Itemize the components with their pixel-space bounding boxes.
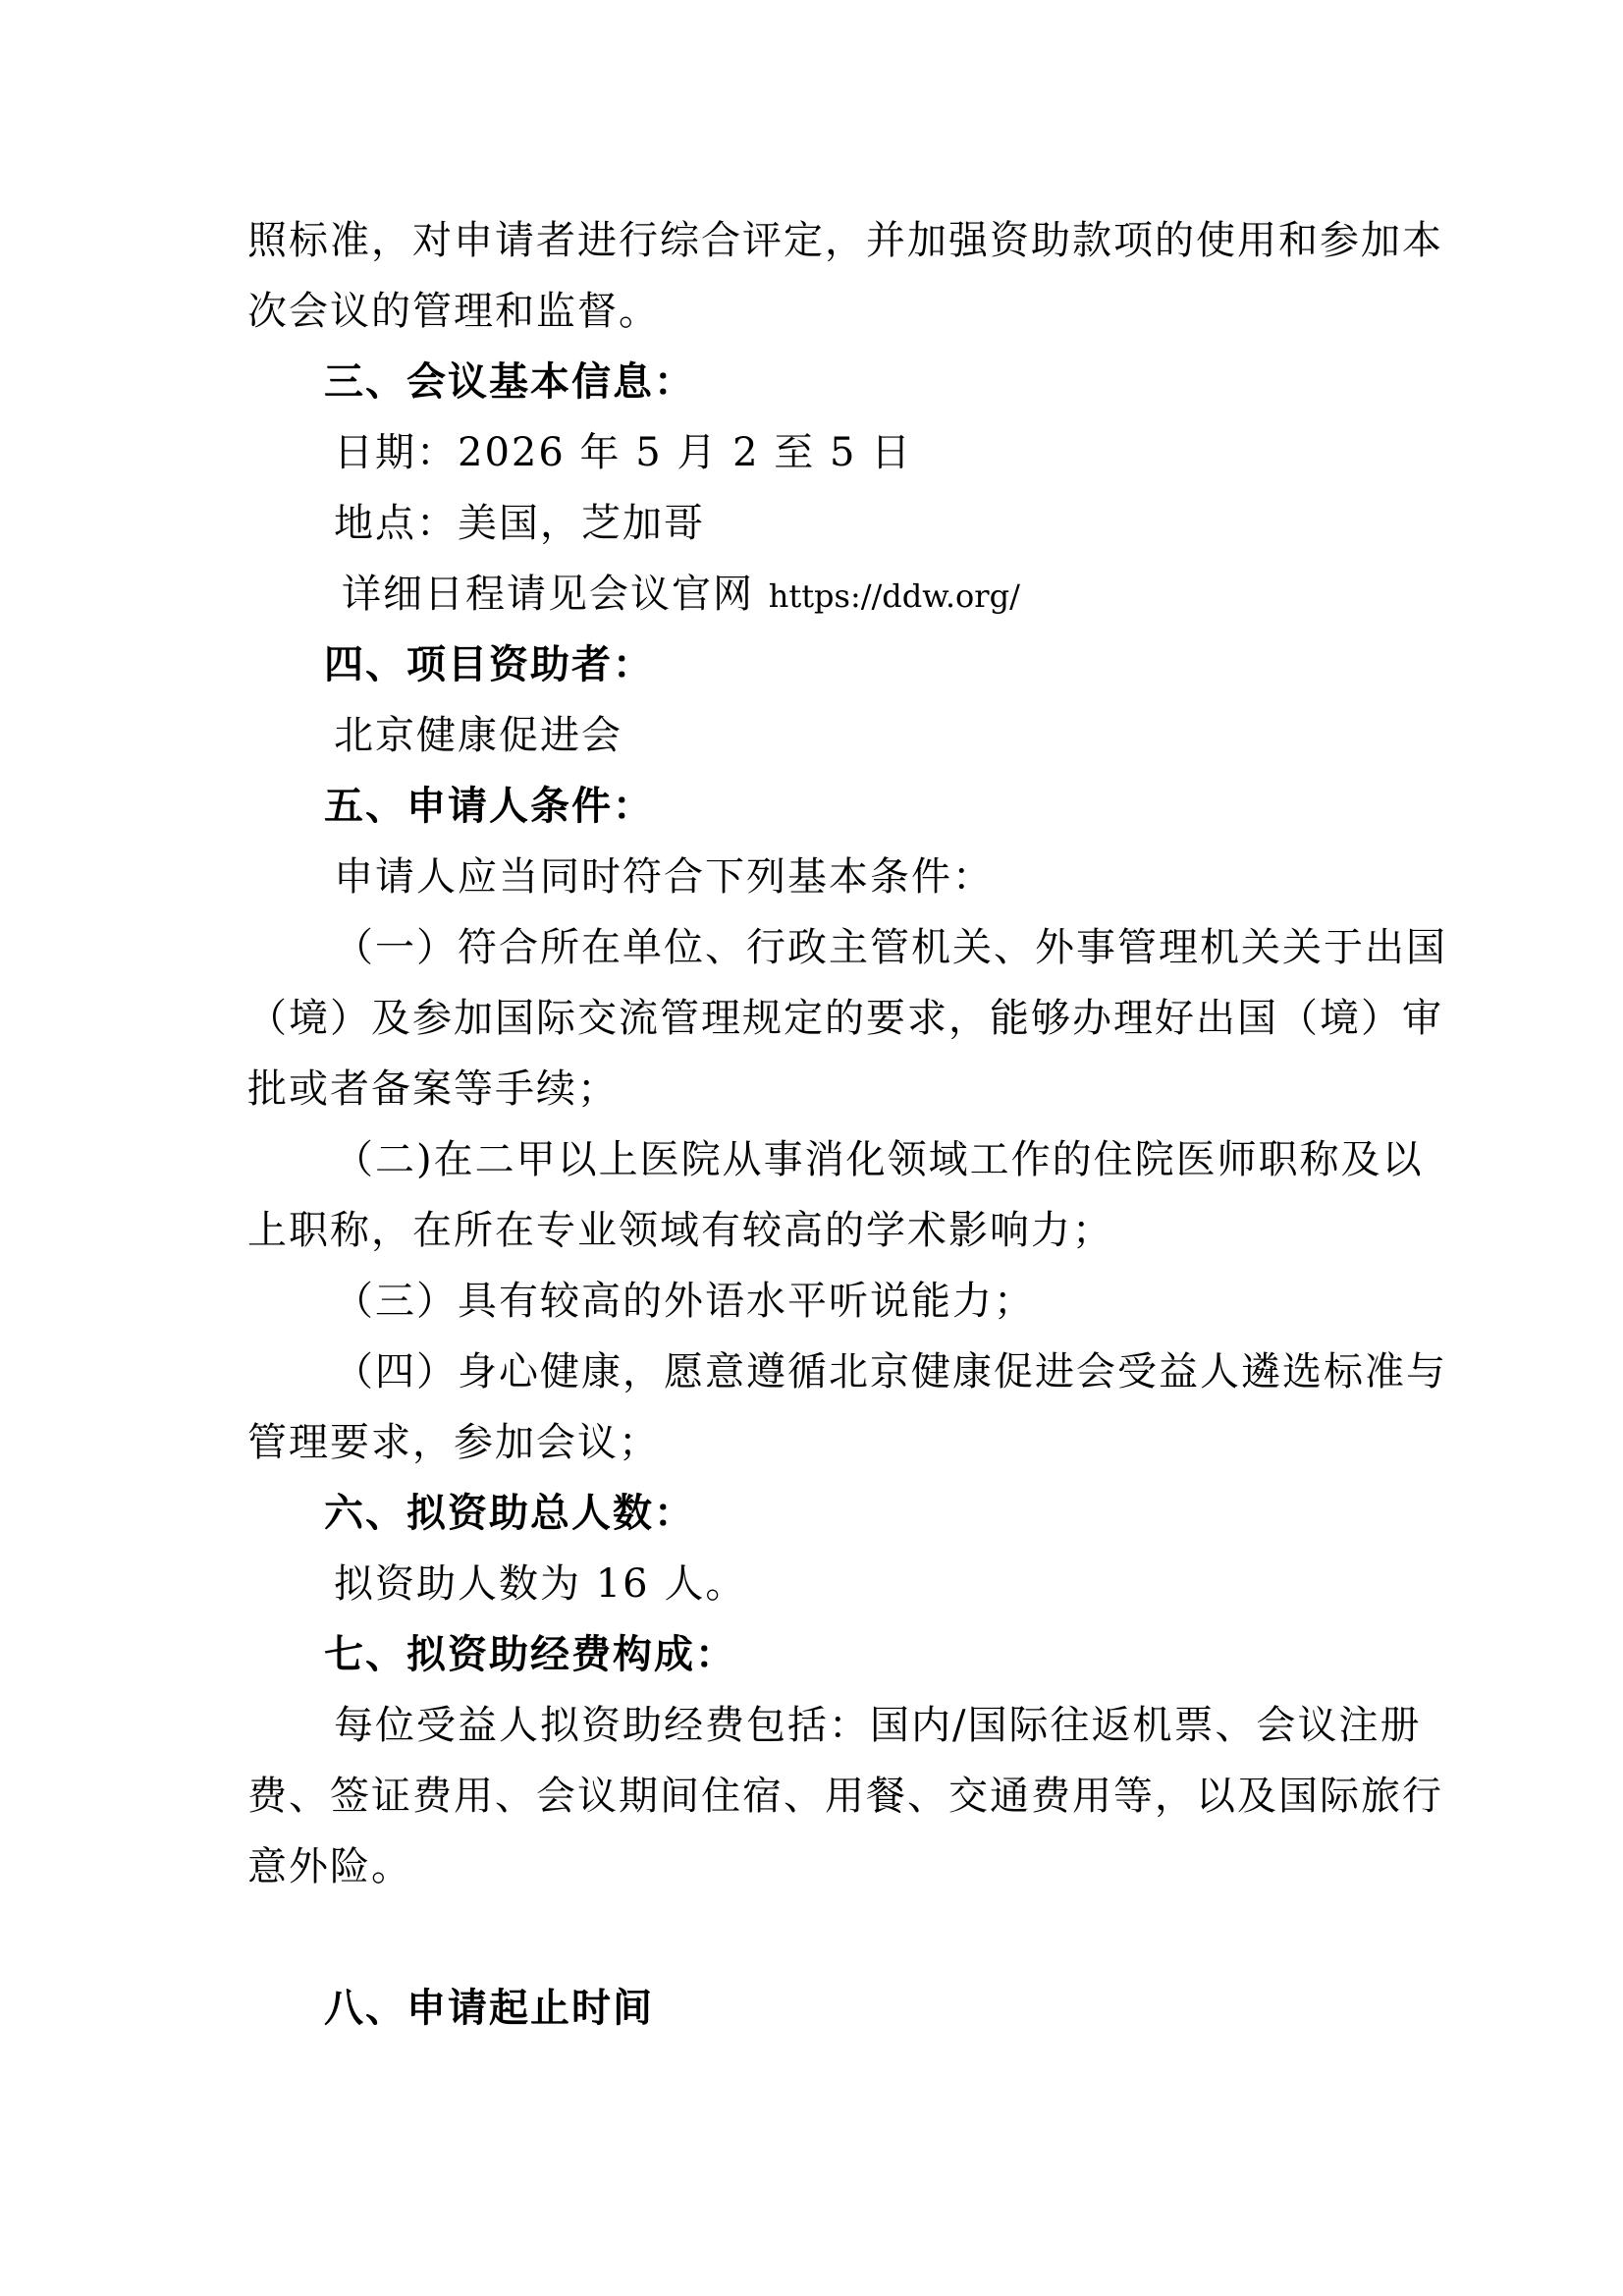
funding-line: 费、签证费用、会议期间住宿、用餐、交通费用等，以及国际旅行 <box>247 1774 1443 1819</box>
sponsor-name: 北京健康促进会 <box>334 713 622 758</box>
condition-1-line: （境）及参加国际交流管理规定的要求，能够办理好出国（境）审 <box>247 996 1443 1041</box>
meeting-date: 日期：2026 年 5 月 2 至 5 日 <box>334 430 913 475</box>
section-heading-application-period: 八、申请起止时间 <box>324 1986 654 2031</box>
condition-1-line: （一）符合所在单位、行政主管机关、外事管理机关关于出国 <box>334 925 1447 970</box>
sponsored-count: 拟资助人数为 16 人。 <box>334 1561 747 1607</box>
condition-2-line: （二)在二甲以上医院从事消化领域工作的住院医师职称及以 <box>334 1137 1424 1182</box>
meeting-location: 地点：美国，芝加哥 <box>334 501 705 546</box>
funding-line: 每位受益人拟资助经费包括：国内/国际往返机票、会议注册 <box>334 1703 1422 1748</box>
meeting-schedule <box>342 570 1416 621</box>
section-heading-applicant-conditions: 五、申请人条件： <box>324 784 654 829</box>
condition-4-line: （四）身心健康，愿意遵循北京健康促进会受益人遴选标准与 <box>334 1349 1447 1394</box>
condition-2-line: 上职称，在所在专业领域有较高的学术影响力； <box>247 1208 1113 1253</box>
condition-1-line: 批或者备案等手续； <box>247 1066 619 1112</box>
meeting-website-link[interactable]: https://ddw.org/ <box>768 577 1020 615</box>
section-heading-funding: 七、拟资助经费构成： <box>324 1632 736 1677</box>
conditions-intro: 申请人应当同时符合下列基本条件： <box>334 854 994 900</box>
section-heading-sponsored-count: 六、拟资助总人数： <box>324 1491 695 1536</box>
condition-4-line: 管理要求，参加会议； <box>247 1420 660 1465</box>
section-heading-sponsor: 四、项目资助者： <box>324 642 654 687</box>
paragraph-line: 照标准，对申请者进行综合评定，并加强资助款项的使用和参加本 <box>247 218 1443 263</box>
condition-3-line: （三）具有较高的外语水平听说能力； <box>334 1279 1035 1324</box>
schedule-label: 详细日程请见会议官网 <box>342 572 769 617</box>
section-heading-meeting-info: 三、会议基本信息： <box>324 359 695 405</box>
funding-line: 意外险。 <box>247 1844 412 1889</box>
paragraph-line: 次会议的管理和监督。 <box>247 289 660 334</box>
